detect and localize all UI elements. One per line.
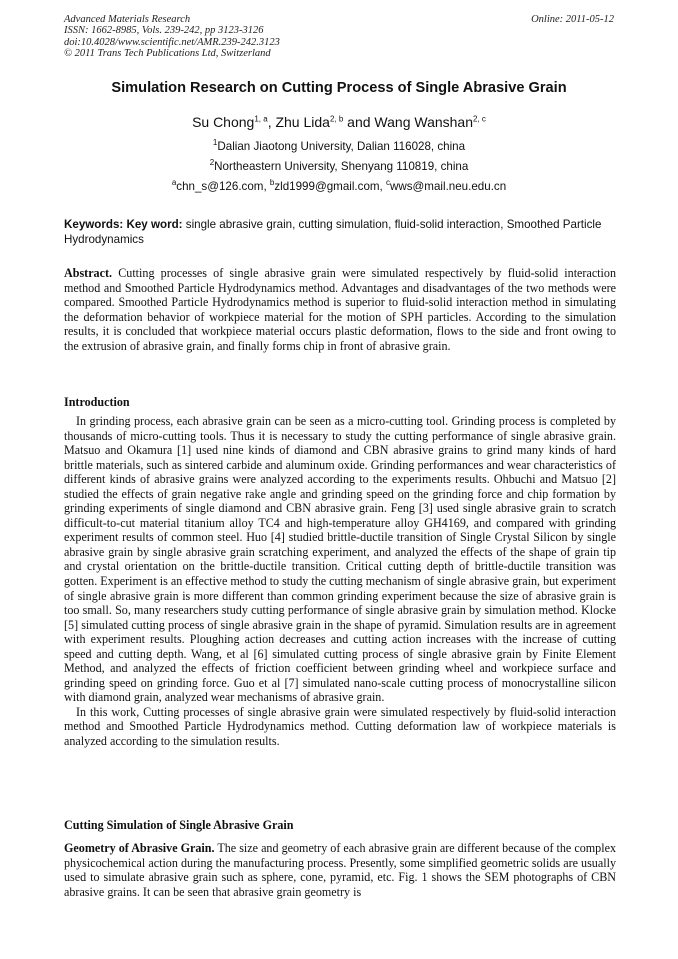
section-heading-cutting-simulation: Cutting Simulation of Single Abrasive Grain — [64, 818, 294, 832]
author-affiliation-mark: 2, b — [329, 114, 344, 124]
journal-header — [64, 14, 614, 60]
cutting-body — [64, 841, 616, 899]
author-name: , Zhu Lida — [267, 114, 330, 130]
author-name: and Wang Wanshan — [343, 114, 474, 130]
affiliation-2 — [0, 160, 678, 173]
keywords — [64, 217, 616, 247]
email-list — [0, 180, 678, 193]
affiliation-1 — [0, 140, 678, 153]
affiliation-mark: 1 — [212, 138, 218, 148]
keywords-label: Keywords: Key word: — [64, 218, 183, 231]
section-heading-introduction: Introduction — [64, 395, 130, 409]
keywords-text: single abrasive grain, cutting simulation, fluid-solid interaction, Smoothed Particle Hydrodynamics — [64, 218, 602, 246]
paragraph-text: The size and geometry of each abrasive grain are different because of the complex physicochemical action during the manufacturing process. Presently, some simplified geometric solids are usually used to simulate abrasive grain such as sphere, cone, pyramid, etc. Fig. 1 shows the SEM photographs of CBN abrasive grains. It can be seen that abrasive grain geometry is — [64, 841, 616, 899]
affiliation-text: Northeastern University, Shenyang 110819, china — [214, 160, 469, 173]
journal-name: Advanced Materials Research — [64, 14, 191, 25]
email-link[interactable]: zld1999@gmail.com, — [274, 180, 386, 193]
email-mark: b — [269, 178, 275, 188]
email-link[interactable]: chn_s@126.com, — [176, 180, 270, 193]
paper-title: Simulation Research on Cutting Process of Single Abrasive Grain — [111, 80, 567, 96]
introduction-body — [64, 414, 616, 749]
email-mark: a — [171, 178, 177, 188]
email-link[interactable]: wws@mail.neu.edu.cn — [390, 180, 507, 193]
paragraph: In this work, Cutting processes of single abrasive grain were simulated respectively by fluid-solid interaction method and Smoothed Particle Hydrodynamics method. Cutting deformation law of workpiece materials is analyzed according to the simulation results. — [64, 704, 616, 749]
author-list — [0, 114, 678, 130]
abstract — [64, 266, 616, 353]
abstract-text: Cutting processes of single abrasive grain were simulated respectively by fluid-solid interaction method and Smoothed Particle Hydrodynamics method. Advantages and disadvantages of the two methods were compared. Smoothed Particle Hydrodynamics method is superior to fluid-solid interaction method in simulating the deformation behavior of workpiece material for the motion of SPH particles. According to the simulation results, it is concluded that workpiece material occurs plastic deformation, flows to the side and front owing to the extrusion of abrasive grain, and finally forms chip in front of abrasive grain. — [64, 266, 616, 353]
email-mark: c — [386, 178, 390, 188]
affiliation-mark: 2 — [209, 158, 215, 168]
subsection-label: Geometry of Abrasive Grain. — [64, 841, 215, 855]
paragraph: In grinding process, each abrasive grain can be seen as a micro-cutting tool. Grinding process is completed by thousands of micro-cutting tools. Thus it is necessary to study the cutting performance of single abrasive grain. Matsuo and Okamura [1] used nine kinds of diamond and CBN abrasive grains to grind many kinds of hard brittle materials, such as sintered carbide and aluminum oxide. Grinding performances and wear characteristics of different kinds of abrasive grains were analyzed according to the experiments results. Ohbuchi and Matsuo [2] studied the effects of grain negative rake angle and grinding speed on the grinding force and chip formation by grinding experiments of single diamond and CBN abrasive grain. Feng [3] used single abrasive grain to scratch difficult-to-cut material titanium alloy TC4 and high-temperature alloy GH4169, and compared with grinding experiment results of common steel. Huo [4] studied brittle-ductile transition of Single Crystal Silicon by single abrasive grain by single abrasive grain scratching experiment, and analyzed the effects of the shape of grain tip and crystal orientation on the brittle-ductile transition. Critical cutting depth of brittle-ductile transition was gotten. Experiment is an effective method to study the cutting mechanism of single abrasive grain, but experiment of single abrasive grain is more different than common grinding experiment because the size of abrasive grain is too small. So, many researchers study cutting performance of single abrasive grain by simulation method. Klocke [5] simulated cutting process of single abrasive grain in the shape of pyramid. Simulation results are in agreement with experiment results. Ploughing action decreases and cutting action increases with the increase of cutting speed and cutting depth. Wang, et al [6] simulated cutting process of single abrasive grain by Finite Element Method, and analyzed the effects of friction coefficient between grinding wheel and workpiece surface and grinding speed on grinding force. Guo et al [7] simulated nano-scale cutting process of monocrystalline silicon with diamond grain, analyzed wear mechanisms of abrasive grain. — [64, 414, 616, 705]
abstract-label: Abstract. — [64, 266, 113, 280]
affiliation-text: Dalian Jiaotong University, Dalian 116028, china — [217, 140, 466, 153]
journal-doi: doi:10.4028/www.scientific.net/AMR.239-242.3123 — [64, 36, 280, 48]
journal-issn: ISSN: 1662-8985, Vols. 239-242, pp 3123-3126 — [64, 25, 264, 37]
paragraph — [64, 841, 616, 899]
online-date: Online: 2011-05-12 — [531, 14, 614, 25]
author-affiliation-mark: 1, a — [254, 114, 268, 124]
author-affiliation-mark: 2, c — [473, 114, 486, 124]
author-name: Su Chong — [192, 114, 255, 130]
journal-copyright: © 2011 Trans Tech Publications Ltd, Switzerland — [64, 48, 271, 60]
